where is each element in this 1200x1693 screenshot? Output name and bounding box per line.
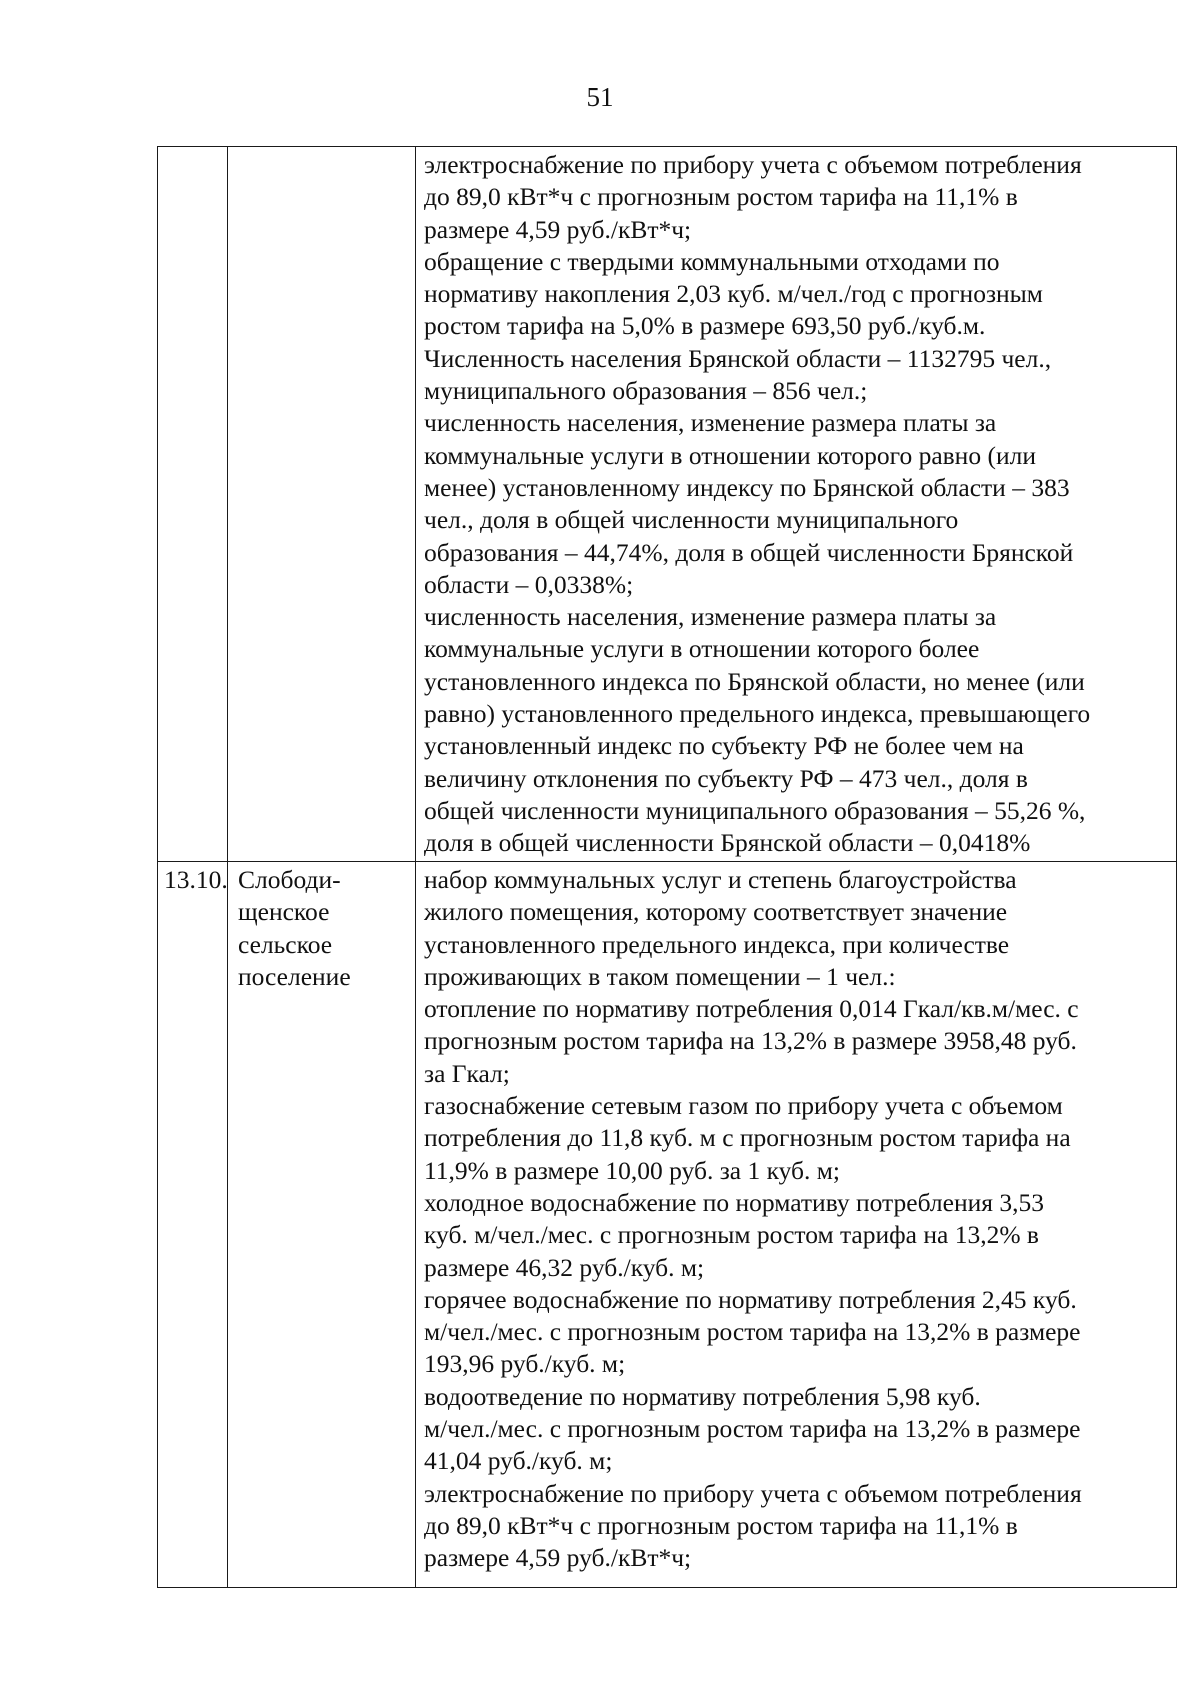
municipality-cell (228, 862, 416, 1588)
text-line: муниципального образования – 856 чел.; (424, 376, 868, 406)
text-line: горячее водоснабжение по нормативу потребления 2,45 куб. (424, 1284, 1077, 1314)
row-number: 13.10. (164, 865, 228, 894)
text-line: водоотведение по нормативу потребления 5,98 куб. (424, 1381, 981, 1411)
text-line: отопление по нормативу потребления 0,014 Гкал/кв.м/мес. с (424, 994, 1079, 1024)
text-line: размере 46,32 руб./куб. м; (424, 1252, 705, 1282)
text-line: м/чел./мес. с прогнозным ростом тарифа на 13,2% в размере (424, 1317, 1081, 1347)
text-line: прогнозным ростом тарифа на 13,2% в размере 3958,48 руб. (424, 1026, 1077, 1056)
text-line: куб. м/чел./мес. с прогнозным ростом тарифа на 13,2% в (424, 1220, 1039, 1250)
text-line: установленного предельного индекса, при количестве (424, 929, 1010, 959)
description-cell (416, 147, 1177, 862)
text-line: менее) установленному индексу по Брянской области – 383 (424, 472, 1070, 502)
text-line: жилого помещения, которому соответствует значение (424, 897, 1008, 927)
text-line: потребления до 11,8 куб. м с прогнозным ростом тарифа на (424, 1123, 1071, 1153)
table-row (158, 862, 1177, 1588)
text-line: 11,9% в размере 10,00 руб. за 1 куб. м; (424, 1155, 840, 1185)
row-number-cell (158, 862, 228, 1588)
text-line: до 89,0 кВт*ч с прогнозным ростом тарифа на 11,1% в (424, 182, 1018, 212)
text-line: численность населения, изменение размера платы за (424, 408, 997, 438)
text-line: установленный индекс по субъекту РФ не более чем на (424, 731, 1024, 761)
row-number-cell (158, 147, 228, 862)
text-line: электроснабжение по прибору учета с объемом потребления (424, 150, 1082, 179)
municipality-name-line: Слободи- (238, 865, 341, 894)
text-line: размере 4,59 руб./кВт*ч; (424, 1543, 692, 1573)
page-number: 51 (586, 82, 614, 112)
text-line: общей численности муниципального образования – 55,26 %, (424, 795, 1086, 825)
table-row (158, 147, 1177, 862)
municipality-name-line: сельское (238, 929, 333, 959)
text-line: чел., доля в общей численности муниципального (424, 505, 959, 535)
text-line: м/чел./мес. с прогнозным ростом тарифа на 13,2% в размере (424, 1414, 1081, 1444)
text-line: набор коммунальных услуг и степень благоустройства (424, 865, 1017, 894)
text-line: коммунальные услуги в отношении которого более (424, 634, 980, 664)
text-line: доля в общей численности Брянской области – 0,0418% (424, 828, 1031, 858)
description-cell (416, 862, 1177, 1588)
text-line: установленного индекса по Брянской области, но менее (или (424, 666, 1085, 696)
text-line: размере 4,59 руб./кВт*ч; (424, 214, 692, 244)
text-line: численность населения, изменение размера платы за (424, 602, 997, 632)
text-line: до 89,0 кВт*ч с прогнозным ростом тарифа на 11,1% в (424, 1510, 1018, 1540)
municipality-name-line: щенское (238, 897, 330, 927)
text-line: Численность населения Брянской области – 1132795 чел., (424, 343, 1052, 373)
text-line: электроснабжение по прибору учета с объемом потребления (424, 1478, 1082, 1508)
text-line: 41,04 руб./куб. м; (424, 1446, 613, 1476)
text-line: холодное водоснабжение по нормативу потребления 3,53 (424, 1187, 1044, 1217)
text-line: за Гкал; (424, 1058, 510, 1088)
text-line: области – 0,0338%; (424, 569, 634, 599)
text-line: обращение с твердыми коммунальными отходами по (424, 246, 1000, 276)
text-line: величину отклонения по субъекту РФ – 473 чел., доля в (424, 763, 1028, 793)
text-line: коммунальные услуги в отношении которого равно (или (424, 440, 1036, 470)
text-line: ростом тарифа на 5,0% в размере 693,50 руб./куб.м. (424, 311, 986, 341)
text-line: образования – 44,74%, доля в общей численности Брянской (424, 537, 1074, 567)
text-line: 193,96 руб./куб. м; (424, 1349, 626, 1379)
tariff-table (157, 146, 1177, 1588)
text-line: равно) установленного предельного индекса, превышающего (424, 699, 1091, 729)
text-line: нормативу накопления 2,03 куб. м/чел./год с прогнозным (424, 279, 1043, 309)
municipality-cell (228, 147, 416, 862)
municipality-name-line: поселение (238, 961, 351, 991)
text-line: проживающих в таком помещении – 1 чел.: (424, 961, 896, 991)
text-line: газоснабжение сетевым газом по прибору учета с объемом (424, 1091, 1063, 1121)
